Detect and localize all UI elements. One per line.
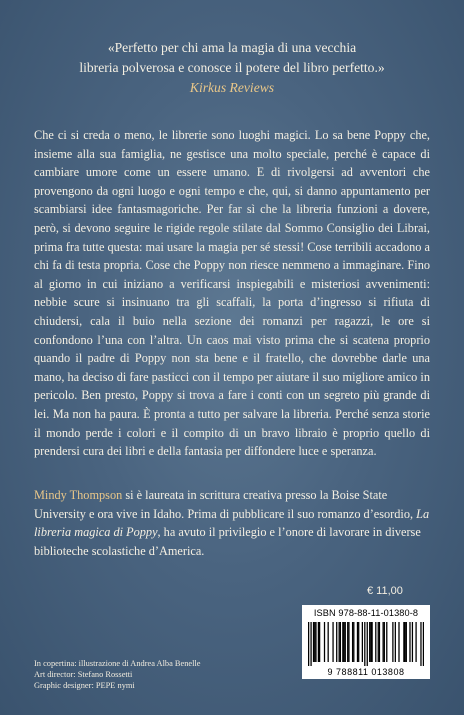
isbn-number: ISBN 978-88-11-01380-8 <box>313 608 419 618</box>
barcode-bar <box>319 622 320 662</box>
barcode-bar <box>415 622 416 662</box>
barcode-bar <box>332 622 333 662</box>
author-bio <box>34 486 430 560</box>
quote-line-2: libreria polverosa e conosce il potere del libro perfetto.» <box>79 60 385 75</box>
barcode-bar <box>308 622 309 666</box>
barcode-bar <box>379 622 380 662</box>
barcode-bar <box>358 622 359 662</box>
barcode-bar <box>375 622 376 662</box>
barcode-bar <box>357 622 358 662</box>
bio-text-1: si è laureata in scrittura creativa presso la Boise State University e ora vive in Idaho. Prima di pubblicare il suo romanzo d’esordio, <box>34 488 417 521</box>
barcode-bar <box>395 622 396 662</box>
credit-designer: Graphic designer: PEPE nymi <box>34 681 135 690</box>
book-title: La libreria magica di Poppy <box>34 506 430 540</box>
barcode-bar <box>343 622 344 662</box>
credit-art-director: Art director: Stefano Rossetti <box>34 670 133 679</box>
credits <box>34 658 294 691</box>
barcode-bar <box>324 622 325 662</box>
barcode-bar <box>406 622 407 662</box>
barcode-bar <box>403 622 404 662</box>
barcode-bar <box>392 622 393 662</box>
barcode-panel <box>302 605 430 679</box>
barcode-bar <box>348 622 349 662</box>
barcode-bar <box>353 622 354 662</box>
review-quote <box>40 38 424 98</box>
barcode-bar <box>370 622 371 662</box>
barcode-bar <box>340 622 341 662</box>
barcode-bar <box>371 622 372 662</box>
barcode-bar <box>369 622 370 662</box>
barcode-bar <box>384 622 385 662</box>
barcode-bar <box>345 622 346 662</box>
barcode-bar <box>412 622 413 662</box>
barcode-bar <box>315 622 316 662</box>
barcode-bar <box>364 622 365 666</box>
barcode-bar <box>342 622 343 662</box>
ean-number: 9 788811 013808 <box>327 667 405 677</box>
barcode-bar <box>378 622 379 662</box>
barcode-bar <box>386 622 387 662</box>
barcode-bar <box>382 622 383 662</box>
quote-source: Kirkus Reviews <box>189 80 275 95</box>
barcode-bar <box>409 622 410 662</box>
barcode-bar <box>352 622 353 662</box>
credit-cover: In copertina: illustrazione di Andrea Alba Benelle <box>34 659 201 668</box>
barcode-bar <box>313 622 314 662</box>
barcode-bar <box>362 622 363 662</box>
barcode-icon <box>308 622 424 666</box>
barcode-bar <box>420 622 421 666</box>
author-name: Mindy Thompson <box>34 488 123 502</box>
price-label: € 11,00 <box>367 585 403 597</box>
barcode-bar <box>318 622 319 662</box>
barcode-bar <box>347 622 348 662</box>
barcode-bar <box>367 622 368 666</box>
barcode-bar <box>398 622 399 662</box>
barcode-bar <box>336 622 337 662</box>
barcode-bar <box>404 622 405 662</box>
barcode-bar <box>423 622 424 666</box>
barcode-bar <box>314 622 315 662</box>
back-cover-blurb: Che ci si creda o meno, le librerie sono luoghi magici. Lo sa bene Poppy che, insieme alla sua famiglia, ne gestisce una molto speciale, perché è capace di cambiare umore come un essere umano. E di rivolgersi ad avventori che provengono da ogni luogo e ogni tempo e che, qui, si danno appuntamento per scambiarsi idee fantasmagoriche. Per far sì che la libreria funzioni a dovere, però, si devono seguire le rigide regole stilate dal Sommo Consiglio dei Librai, prima fra tutte questa: mai usare la magia per sé stessi! Cose terribili accadono a chi fa di testa propria. Cose che Poppy non riesce nemmeno a immaginare. Fino al giorno in cui iniziano a verificarsi inspiegabili e misteriosi avvenimenti: nebbie scure si insinuano tra gli scaffali, la porta d’ingresso si rifiuta di chiudersi, cala il buio nella sezione dei romanzi per ragazzi, le ore si confondono l’una con l’altra. Un caos mai visto prima che si scatena proprio quando il padre di Poppy non sta bene e il fratello, che dovrebbe darle una mano, ha deciso di fare pasticci con il tempo per aiutare il suo migliore amico in pericolo. Ben presto, Poppy si trova a fare i conti con un segreto più grande di lei. Ma non ha paura. È pronta a tutto per salvare la libreria. Perché senza storie il mondo perde i colori e il compito di un bravo libraio è proprio quello di prendersi cura dei libri e della fantasia per diffondere luce e speranza. <box>34 128 430 459</box>
bio-text-2: , ha avuto il privilegio e l’onore di lavorare in diverse biblioteche scolastiche d’America. <box>34 525 421 558</box>
barcode-bar <box>339 622 340 662</box>
barcode-bar <box>310 622 311 666</box>
quote-line-1: «Perfetto per chi ama la magia di una vecchia <box>107 40 357 55</box>
barcode-bar <box>328 622 329 662</box>
